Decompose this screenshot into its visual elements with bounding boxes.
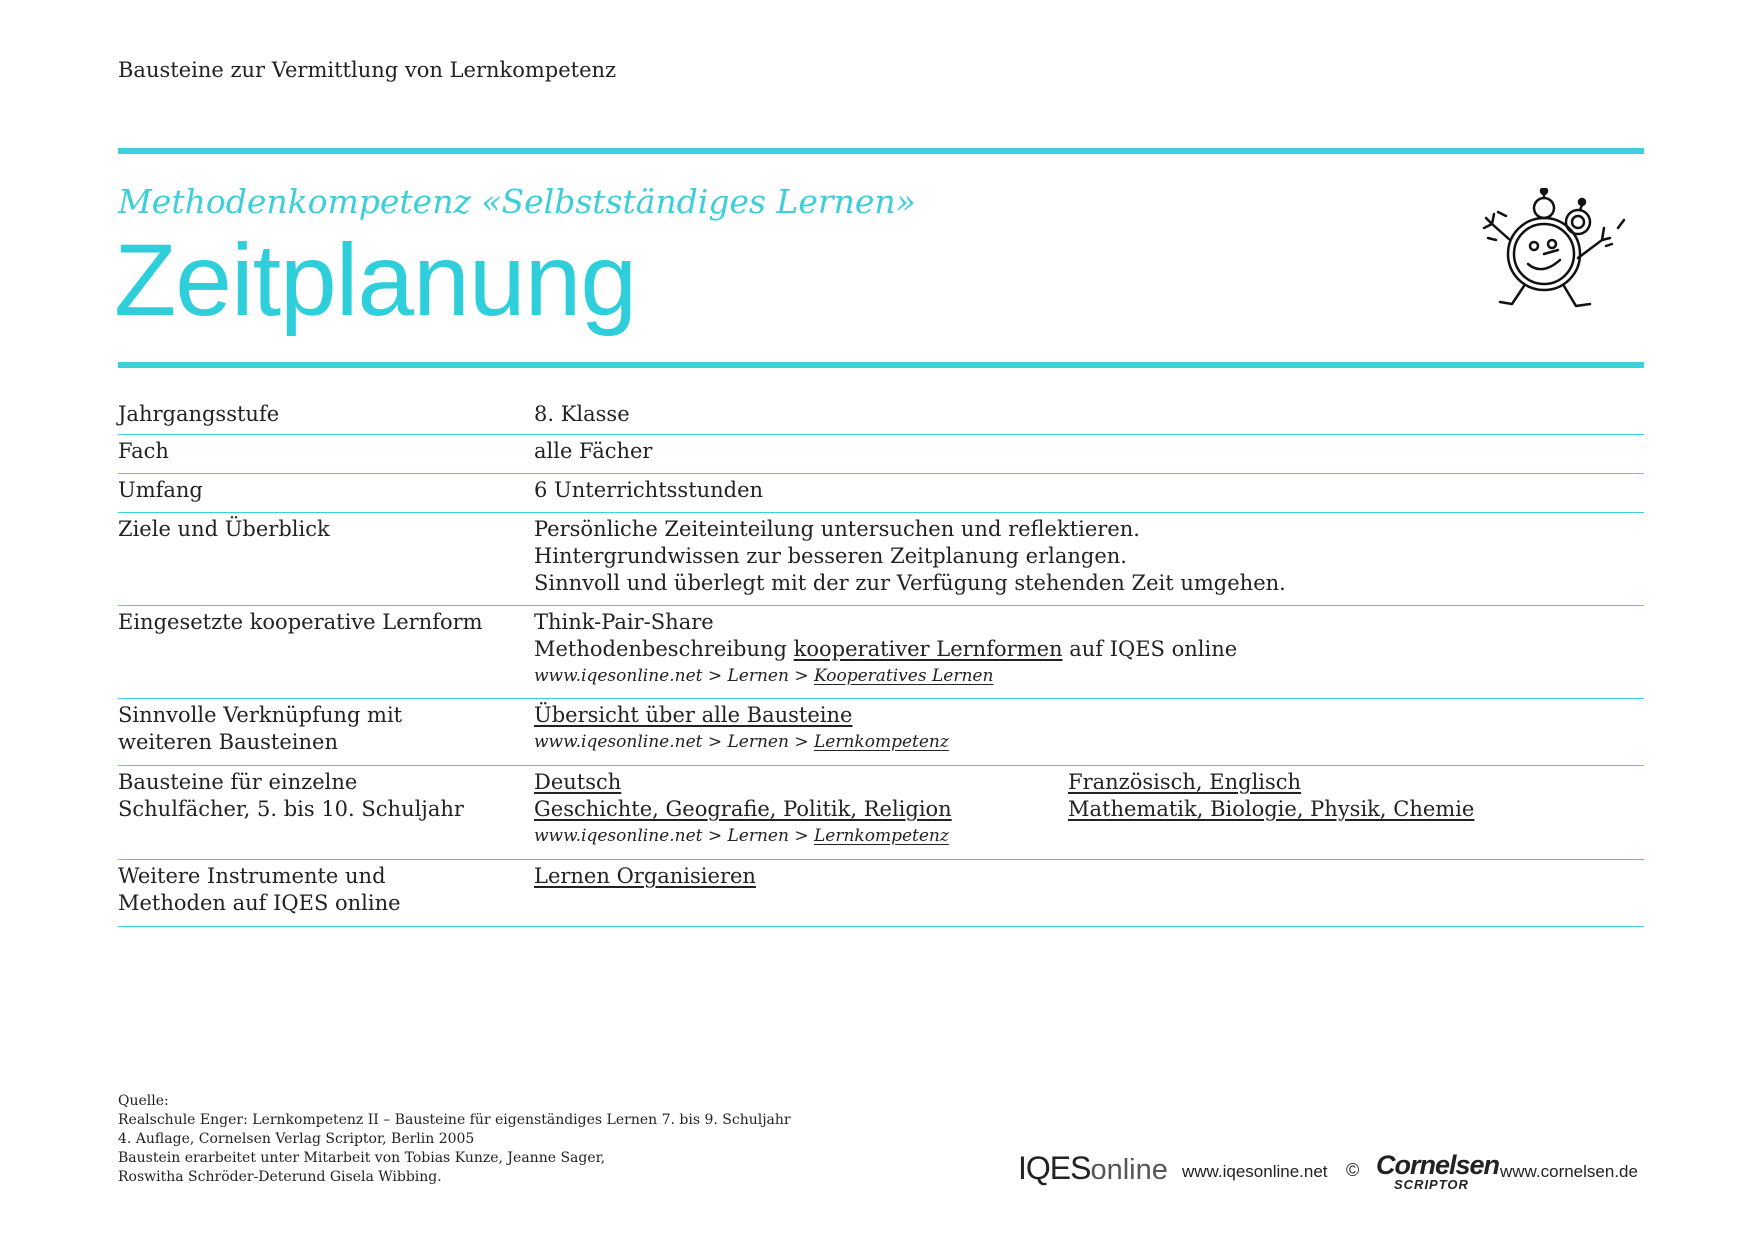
iqes-url[interactable]: www.iqesonline.net xyxy=(1182,1162,1328,1181)
subtitle: Methodenkompetenz «Selbstständiges Lernen» xyxy=(118,182,916,221)
row-lernform xyxy=(118,606,1644,699)
deutsch-link[interactable]: Deutsch xyxy=(534,770,622,794)
lernkompetenz-link[interactable]: Lernkompetenz xyxy=(814,826,949,846)
value-verknuepfung xyxy=(534,702,1644,756)
value-umfang: 6 Unterrichtsstunden xyxy=(534,478,764,502)
lernform-name: Think-Pair-Share xyxy=(534,610,714,634)
kooperative-lernformen-link[interactable]: kooperativer Lernformen xyxy=(793,637,1063,661)
logo-online: online xyxy=(1090,1154,1168,1186)
path-prefix: www.iqesonline.net > Lernen > xyxy=(534,666,814,686)
kooperatives-lernen-link[interactable]: Kooperatives Lernen xyxy=(814,666,994,686)
source-line: 4. Auflage, Cornelsen Verlag Scriptor, Berlin 2005 xyxy=(118,1131,475,1147)
lernkompetenz-link[interactable]: Lernkompetenz xyxy=(814,732,949,752)
subjects-col-2 xyxy=(1068,769,1474,823)
cornelsen-url[interactable]: www.cornelsen.de xyxy=(1500,1162,1638,1181)
ziele-line: Persönliche Zeiteinteilung untersuchen und reflektieren. xyxy=(534,517,1140,541)
value-instrumente xyxy=(534,863,1644,890)
schulfaecher-path xyxy=(534,823,1644,850)
source-note xyxy=(118,1092,791,1187)
description-text: Methodenbeschreibung xyxy=(534,637,794,661)
label-instrumente xyxy=(118,863,518,917)
top-divider xyxy=(118,148,1644,154)
cornelsen-scriptor-logo xyxy=(1376,1152,1499,1192)
label-verknuepfung xyxy=(118,702,518,756)
copyright-symbol: © xyxy=(1346,1160,1360,1180)
row-instrumente xyxy=(118,860,1644,927)
logo-iqes: IQES xyxy=(1018,1150,1091,1186)
label-lernform: Eingesetzte kooperative Lernform xyxy=(118,610,483,634)
value-schulfaecher xyxy=(534,769,1644,850)
iqes-online-logo xyxy=(1018,1150,1168,1187)
label-line: weiteren Bausteinen xyxy=(118,730,338,754)
bottom-divider xyxy=(118,362,1644,368)
ziele-line: Hintergrundwissen zur besseren Zeitplanung erlangen. xyxy=(534,544,1127,568)
franzoesisch-link[interactable]: Französisch, Englisch xyxy=(1068,770,1302,794)
row-verknuepfung xyxy=(118,699,1644,766)
row-umfang xyxy=(118,474,1644,513)
geschichte-link[interactable]: Geschichte, Geografie, Politik, Religion xyxy=(534,797,952,821)
row-fach xyxy=(118,435,1644,474)
label-fach: Fach xyxy=(118,439,169,463)
label-schulfaecher xyxy=(118,769,518,823)
source-line: Quelle: xyxy=(118,1093,169,1109)
description-suffix: auf IQES online xyxy=(1062,637,1238,661)
row-ziele xyxy=(118,513,1644,606)
label-line: Methoden auf IQES online xyxy=(118,891,401,915)
info-table xyxy=(118,398,1644,927)
value-jahrgangsstufe: 8. Klasse xyxy=(534,402,630,426)
source-line: Roswitha Schröder-Deterund Gisela Wibbing. xyxy=(118,1169,442,1185)
label-umfang: Umfang xyxy=(118,478,203,502)
row-jahrgangsstufe xyxy=(118,398,1644,435)
label-ziele: Ziele und Überblick xyxy=(118,517,330,541)
value-ziele xyxy=(534,516,1644,597)
label-line: Bausteine für einzelne xyxy=(118,770,358,794)
page-title: Zeitplanung xyxy=(114,223,637,337)
value-lernform xyxy=(534,609,1644,690)
lernen-organisieren-link[interactable]: Lernen Organisieren xyxy=(534,864,756,888)
ziele-line: Sinnvoll und überlegt mit der zur Verfügung stehenden Zeit umgehen. xyxy=(534,571,1286,595)
source-line: Baustein erarbeitet unter Mitarbeit von Tobias Kunze, Jeanne Sager, xyxy=(118,1150,606,1166)
mathematik-link[interactable]: Mathematik, Biologie, Physik, Chemie xyxy=(1068,797,1475,821)
path-prefix: www.iqesonline.net > Lernen > xyxy=(534,732,814,752)
label-line: Weitere Instrumente und xyxy=(118,864,386,888)
label-line: Schulfächer, 5. bis 10. Schuljahr xyxy=(118,797,464,821)
logo-cornelsen: Cornelsen xyxy=(1376,1150,1500,1180)
running-alarm-clock-icon xyxy=(1478,188,1638,318)
path-prefix: www.iqesonline.net > Lernen > xyxy=(534,826,814,846)
lernform-description xyxy=(534,636,1644,663)
verknuepfung-path xyxy=(534,729,1644,756)
logo-scriptor: SCRIPTOR xyxy=(1394,1177,1469,1192)
value-fach: alle Fächer xyxy=(534,439,653,463)
label-jahrgangsstufe: Jahrgangsstufe xyxy=(118,402,280,426)
lernform-path xyxy=(534,663,1644,690)
label-line: Sinnvolle Verknüpfung mit xyxy=(118,703,403,727)
series-title: Bausteine zur Vermittlung von Lernkompetenz xyxy=(118,58,617,82)
row-schulfaecher xyxy=(118,766,1644,860)
uebersicht-bausteine-link[interactable]: Übersicht über alle Bausteine xyxy=(534,703,853,727)
source-line: Realschule Enger: Lernkompetenz II – Bausteine für eigenständiges Lernen 7. bis 9. Schuljahr xyxy=(118,1112,791,1128)
